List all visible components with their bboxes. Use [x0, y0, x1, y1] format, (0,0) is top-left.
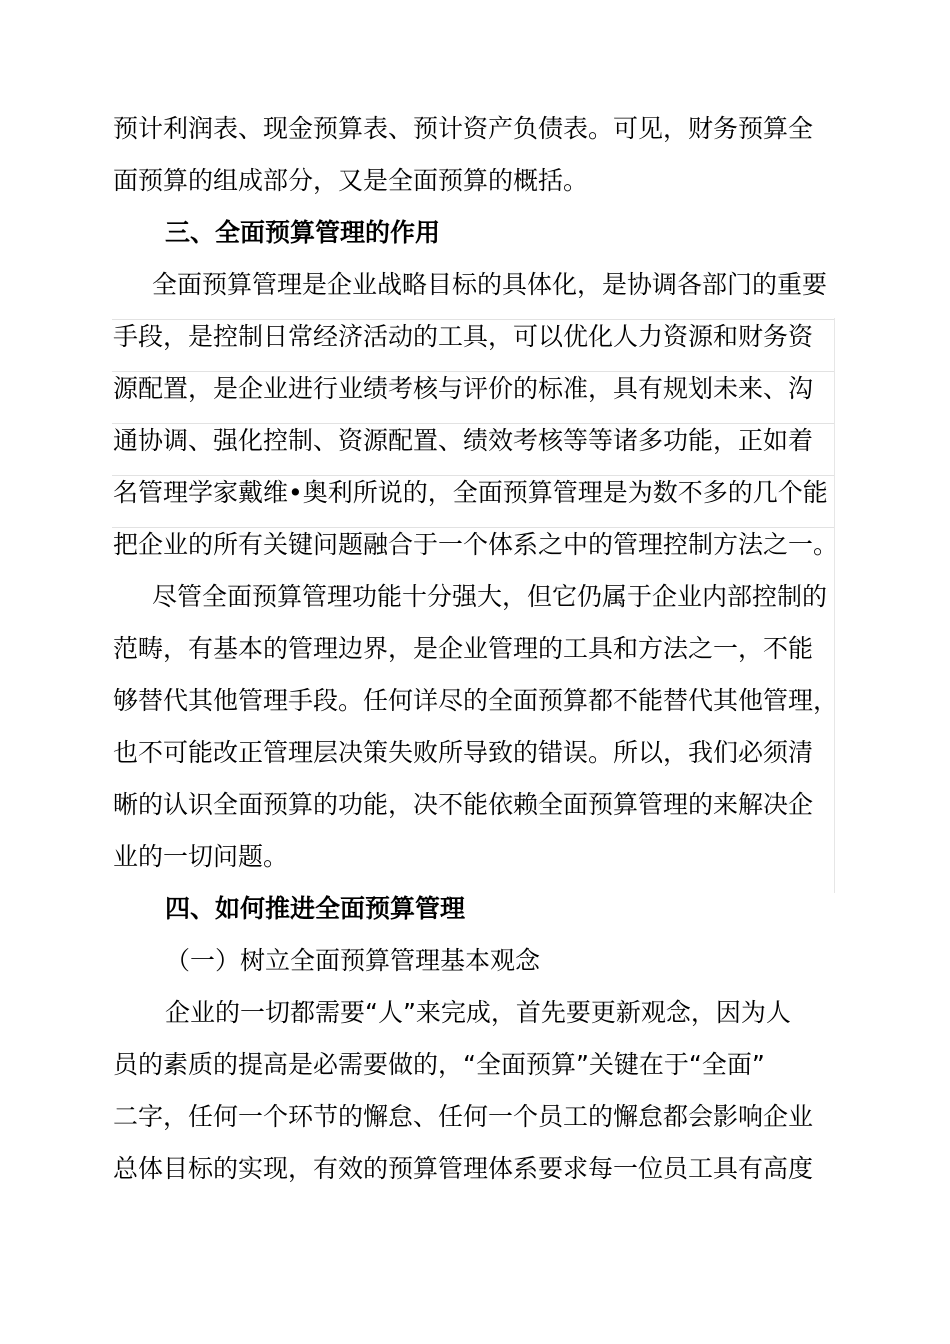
table-edge-rule [834, 318, 835, 893]
paragraph-line: 企业的一切都需要“人”来完成，首先要更新观念，因为人 [165, 998, 791, 1027]
paragraph-line: 全面预算管理是企业战略目标的具体化，是协调各部门的重要 [152, 270, 828, 299]
paragraph-line: 尽管全面预算管理功能十分强大，但它仍属于企业内部控制的 [152, 582, 828, 611]
paragraph-line: 总体目标的实现，有效的预算管理体系要求每一位员工具有高度 [113, 1154, 814, 1183]
subsection-heading: （一）树立全面预算管理基本观念 [165, 946, 541, 975]
paragraph-line: 通协调、强化控制、资源配置、绩效考核等等诸多功能，正如着 [113, 426, 814, 455]
paragraph-line: 预计利润表、现金预算表、预计资产负债表。可见，财务预算全 [113, 114, 814, 143]
paragraph-line: 面预算的组成部分，又是全面预算的概括。 [113, 166, 589, 195]
paragraph-line: 够替代其他管理手段。任何详尽的全面预算都不能替代其他管理， [113, 686, 839, 715]
paragraph-line: 业的一切问题。 [113, 842, 289, 871]
section-heading: 四、如何推进全面预算管理 [165, 894, 466, 923]
paragraph-line: 把企业的所有关键问题融合于一个体系之中的管理控制方法之一。 [113, 530, 839, 559]
paragraph-line: 范畴，有基本的管理边界，是企业管理的工具和方法之一，不能 [113, 634, 814, 663]
paragraph-line: 员的素质的提高是必需要做的，“全面预算”关键在于“全面” [113, 1050, 765, 1079]
section-heading: 三、全面预算管理的作用 [165, 218, 441, 247]
paragraph-line: 也不可能改正管理层决策失败所导致的错误。所以，我们必须清 [113, 738, 814, 767]
paragraph-line: 二字，任何一个环节的懈怠、任何一个员工的懈怠都会影响企业 [113, 1102, 814, 1131]
paragraph-line: 晰的认识全面预算的功能，决不能依赖全面预算管理的来解决企 [113, 790, 814, 819]
paragraph-line: 名管理学家戴维•奥利所说的，全面预算管理是为数不多的几个能 [113, 478, 828, 507]
paragraph-line: 手段，是控制日常经济活动的工具，可以优化人力资源和财务资 [113, 322, 814, 351]
paragraph-line: 源配置，是企业进行业绩考核与评价的标准，具有规划未来、沟 [113, 374, 814, 403]
